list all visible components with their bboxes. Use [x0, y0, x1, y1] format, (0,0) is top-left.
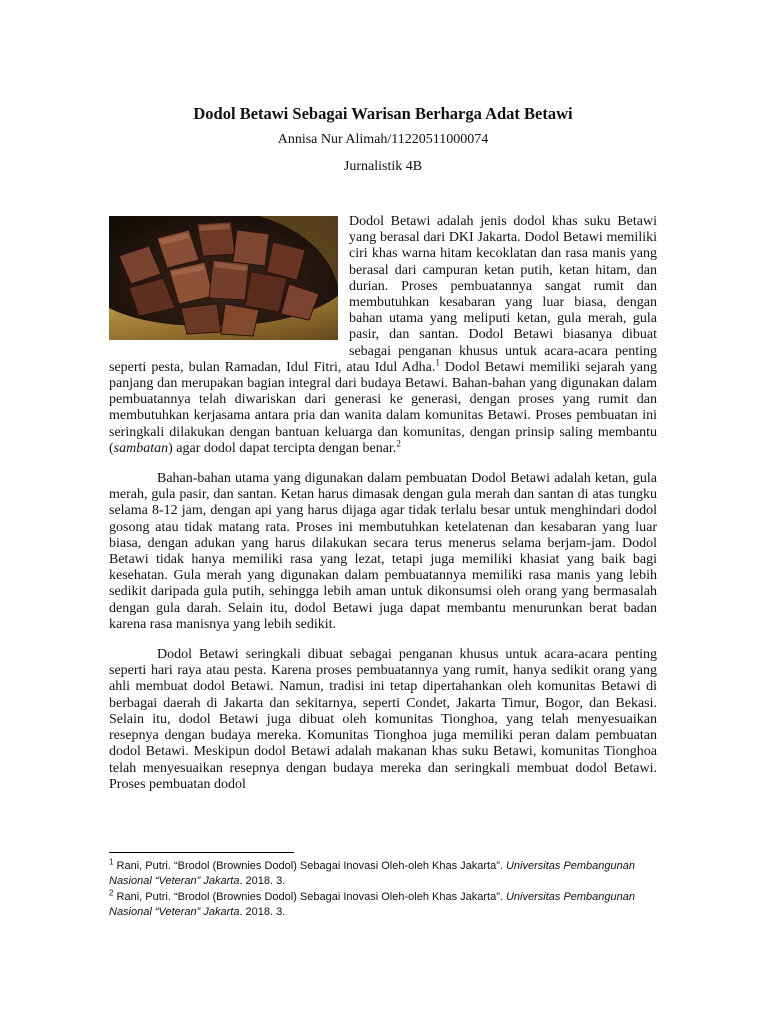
paragraph-1-italic-term: sambatan [113, 440, 169, 456]
paragraph-1-text-b: Dodol Betawi memiliki sejarah yang panjang dan merupakan bagian integral dari budaya Betawi. Bahan-bahan yang digunakan dalam pembuatannya telah diwariskan dari generasi ke generasi, dengan proses yang rumit dan membutuhkan kerjasama antara pria dan wanita dalam komunitas Betawi. Proses pembuatan ini seringkali dilakukan dengan bantuan keluarga dan komunitas, dengan prinsip saling membantu ( [109, 359, 657, 456]
footnote-1 [109, 859, 657, 889]
paragraph-2: Bahan-bahan utama yang digunakan dalam pembuatan Dodol Betawi adalah ketan, gula merah, gula pasir, dan santan. Ketan harus dimasak dengan gula merah dan santan di atas tungku selama 8-12 jam, dengan api yang harus dijaga agar tidak terlalu besar untuk menghindari dodol gosong atau tidak matang rata. Proses ini membutuhkan ketelatenan dan kesabaran yang luar biasa, dengan adukan yang harus dilakukan secara terus menerus selama berjam-jam. Dodol Betawi tidak hanya memiliki rasa yang lezat, tetapi juga memiliki khasiat yang baik bagi kesehatan. Gula merah yang digunakan dalam pembuatannya memiliki rasa manis yang lebih sedikit daripada gula putih, sehingga lebih aman untuk dikonsumsi oleh orang yang bermasalah dengan gula darah. Selain itu, dodol Betawi juga dapat membantu menurunkan berat badan karena rasa manisnya yang lebih sedikit. [109, 471, 657, 632]
paragraph-3: Dodol Betawi seringkali dibuat sebagai penganan khusus untuk acara-acara penting seperti hari raya atau pesta. Karena proses pembuatannya yang rumit, hanya sedikit orang yang ahli membuat dodol Betawi. Namun, tradisi ini tetap dipertahankan oleh komunitas Betawi di berbagai daerah di Jakarta dan sekitarnya, seperti Condet, Jakarta Timur, Bogor, dan Bekasi. Selain itu, dodol Betawi juga dibuat oleh komunitas Tionghoa, yang telah menyesuaikan resepnya dengan budaya mereka. Komunitas Tionghoa juga memiliki peran dalam pembuatan dodol Betawi. Meskipun dodol Betawi adalah makanan khas suku Betawi, komunitas Tionghoa telah menyesuaikan resepnya dengan budaya mereka dan seringkali membuat dodol Betawi. Proses pembuatan dodol [109, 647, 657, 792]
footnote-tail: . 2018. 3. [239, 875, 286, 887]
document-title: Dodol Betawi Sebagai Warisan Berharga Adat Betawi [193, 104, 573, 123]
paragraph-1 [109, 214, 657, 457]
dodol-photo [109, 216, 338, 340]
footnote-number: 1 [109, 857, 114, 867]
footnote-2 [109, 890, 657, 920]
footnote-text: Rani, Putri. “Brodol (Brownies Dodol) Sebagai Inovasi Oleh-oleh Khas Jakarta”. [113, 860, 506, 872]
footnote-text: Rani, Putri. “Brodol (Brownies Dodol) Sebagai Inovasi Oleh-oleh Khas Jakarta”. [113, 891, 506, 903]
article-body [109, 214, 657, 807]
footnote-separator [109, 852, 294, 853]
footnote-source-italic: Universitas Pembangunan Nasional “Veteran” Jakarta [109, 860, 636, 887]
course-line: Jurnalistik 4B [343, 159, 423, 174]
dodol-photo-image [109, 216, 338, 340]
footnote-ref-1[interactable]: 1 [435, 357, 440, 368]
footnote-tail: . 2018. 3. [239, 906, 286, 918]
author-line: Annisa Nur Alimah/11220511000074 [277, 132, 489, 147]
footnotes [109, 859, 657, 921]
footnote-source-italic: Universitas Pembangunan Nasional “Veteran” Jakarta [109, 891, 636, 918]
footnote-number: 2 [109, 888, 114, 898]
paragraph-1-text-a: Dodol Betawi adalah jenis dodol khas suku Betawi yang berasal dari DKI Jakarta. Dodol Betawi memiliki ciri khas warna hitam kecoklatan dan rasa manis yang berasal dari campuran ketan putih, ketan hitam, dan durian. Proses pembuatannya sangat rumit dan membutuhkan kesabaran yang luar biasa, dengan bahan utama yang meliputi ketan, gula merah, gula pasir, dan santan. Dodol Betawi biasanya dibuat sebagai penganan khusus untuk acara-acara penting seperti pesta, bulan Ramadan, Idul Fitri, atau Idul Adha. [109, 214, 657, 375]
paragraph-1-text-c: ) agar dodol dapat tercipta dengan benar. [168, 440, 397, 456]
footnote-ref-2[interactable]: 2 [396, 438, 401, 449]
